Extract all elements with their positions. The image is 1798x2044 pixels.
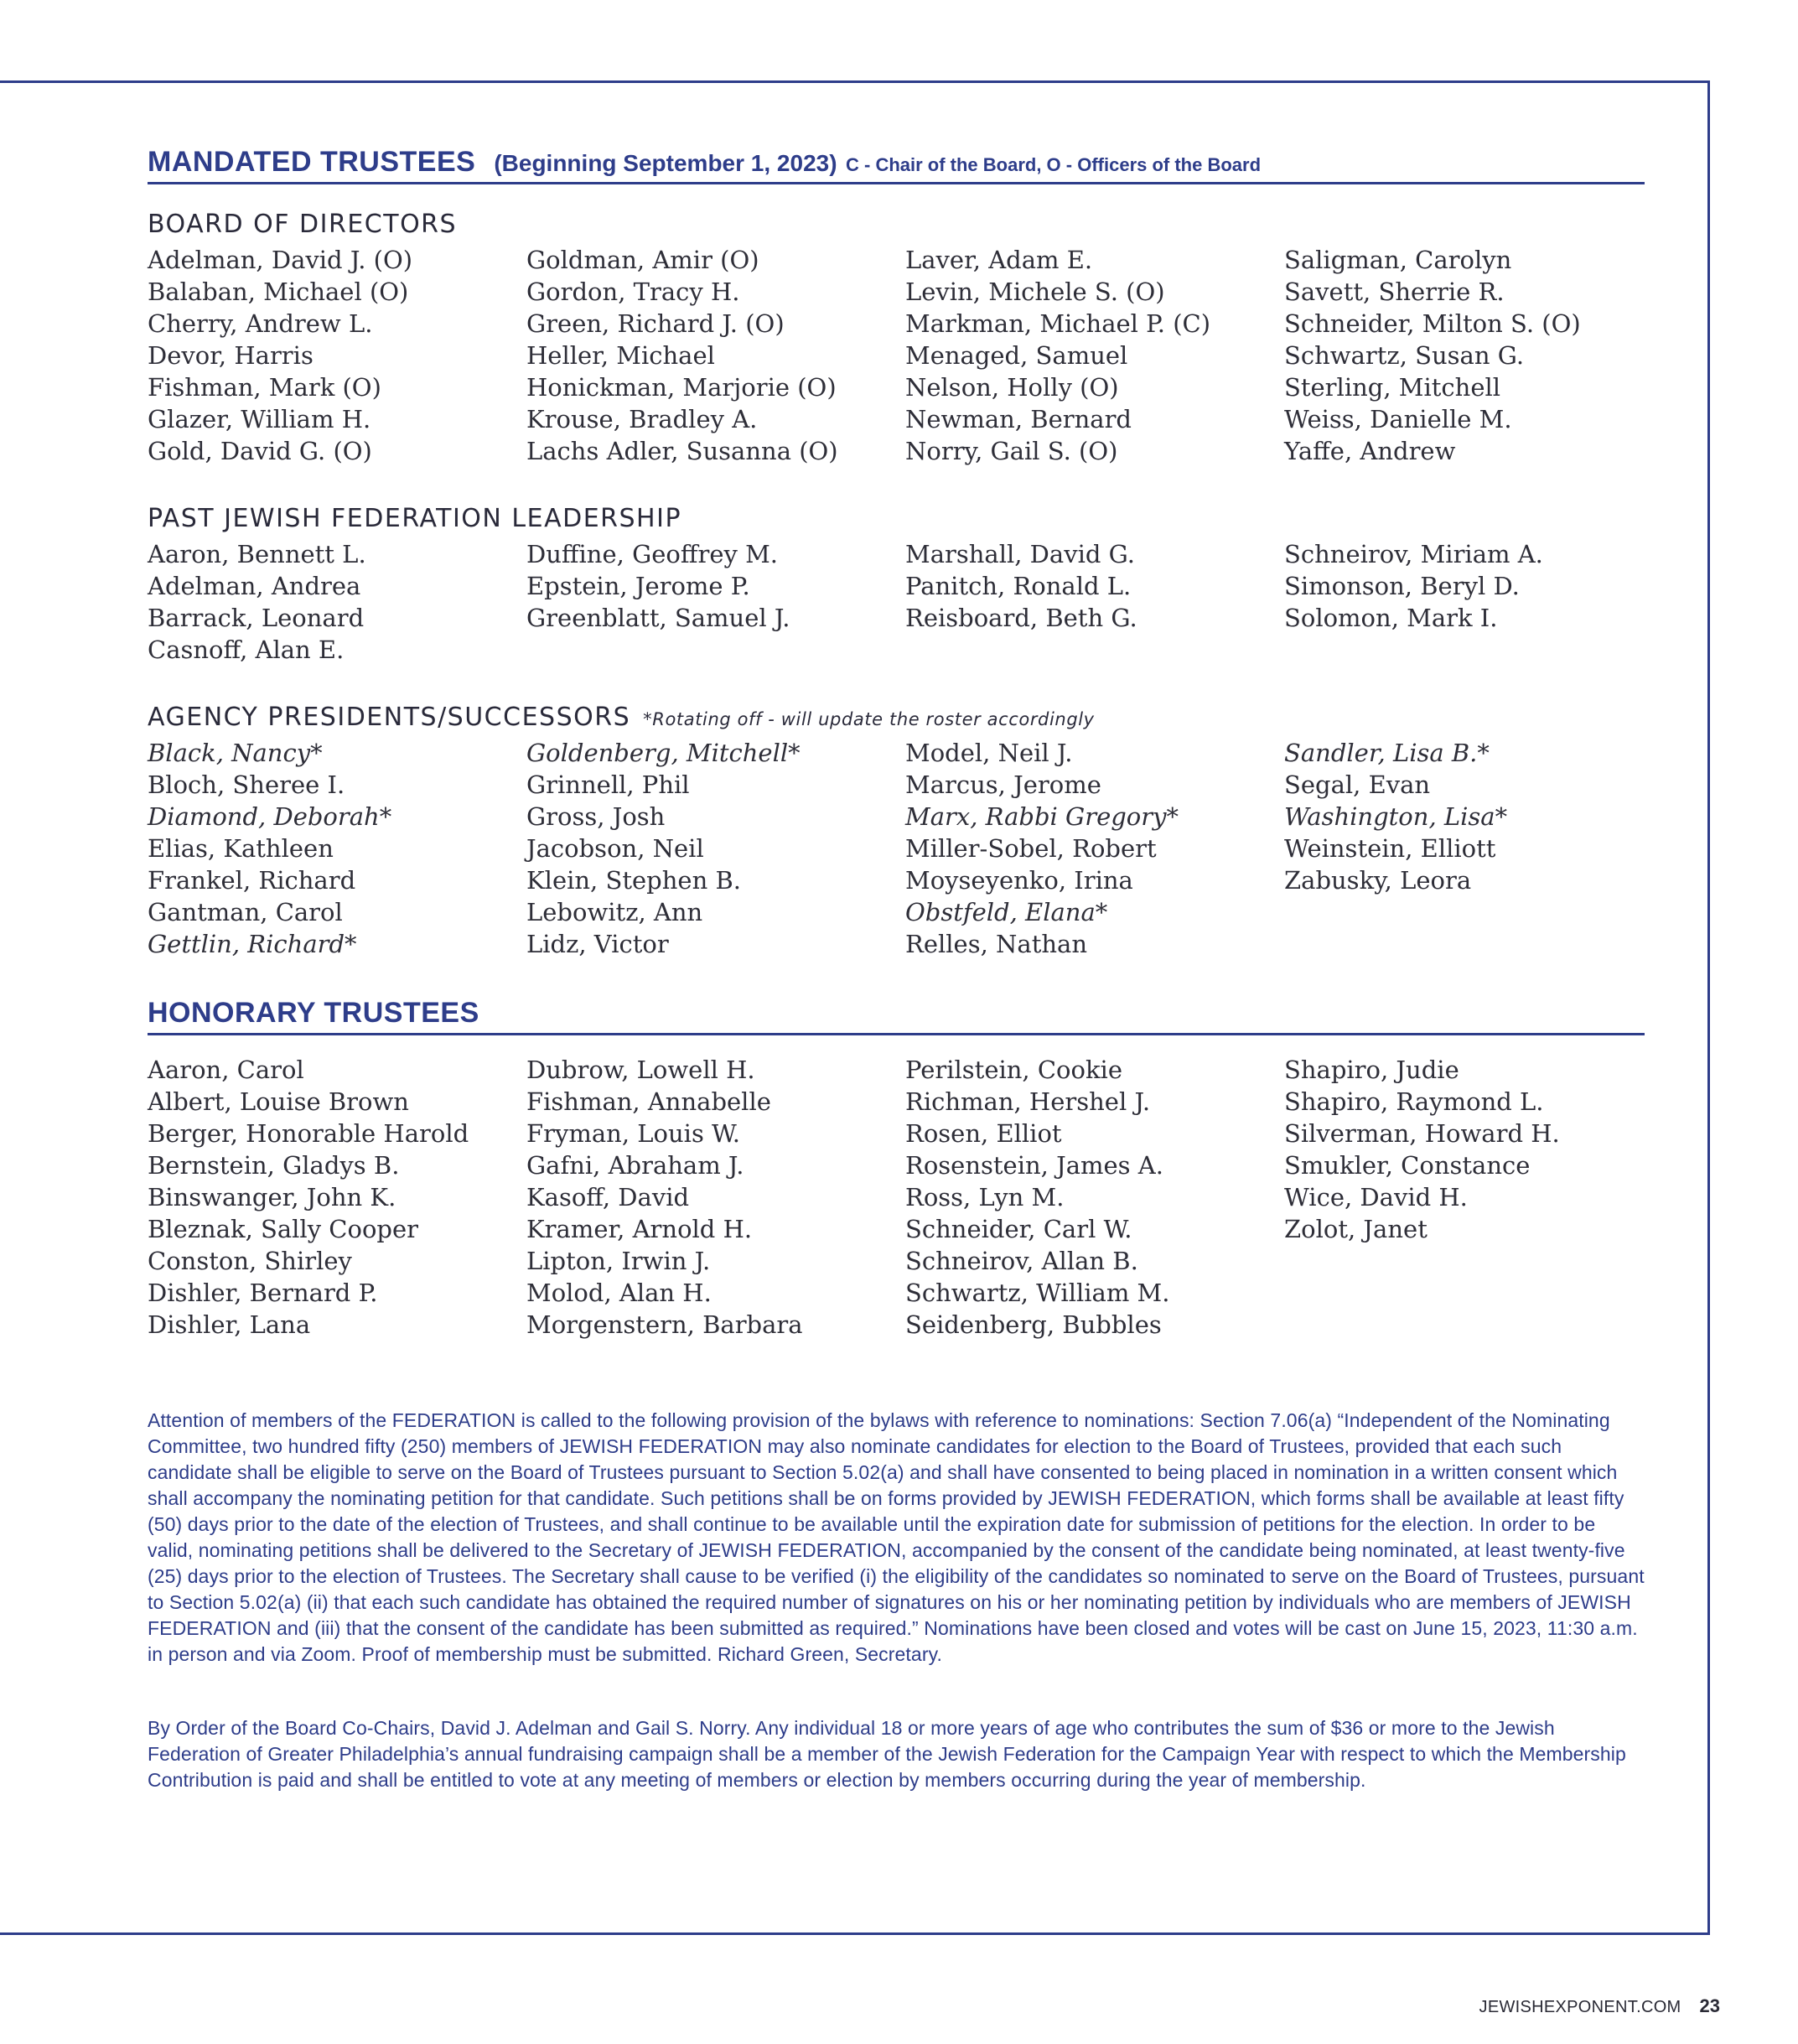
name-column bbox=[148, 538, 526, 666]
name-item: Schneirov, Miriam A. bbox=[1284, 540, 1543, 568]
name-item: Grinnell, Phil bbox=[526, 770, 690, 799]
name-item: Schneirov, Allan B. bbox=[905, 1247, 1138, 1275]
name-item: Lipton, Irwin J. bbox=[526, 1247, 711, 1275]
board-order-paragraph: By Order of the Board Co-Chairs, David J. Adelman and Gail S. Norry. Any individual 18 or more years of age who contributes the sum of $36 or more to the Jewish Federation of Greater Philadelphia’s annual fundraising campaign shall be a member of the Jewish Federation for the Campaign Year with respect to which the Membership Contribution is paid and shall be entitled to vote at any meeting of members or election by members occurring during the year of membership. bbox=[148, 1717, 1626, 1791]
name-item: Aaron, Bennett L. bbox=[148, 540, 366, 568]
name-item: Gafni, Abraham J. bbox=[526, 1151, 744, 1180]
name-column bbox=[1284, 737, 1645, 960]
honorary-trustees-section bbox=[148, 997, 1645, 1341]
name-item: Fishman, Annabelle bbox=[526, 1087, 771, 1116]
name-item: Savett, Sherrie R. bbox=[1284, 278, 1505, 306]
name-item: Conston, Shirley bbox=[148, 1247, 352, 1275]
name-item: Gross, Josh bbox=[526, 802, 666, 831]
name-item: Weinstein, Elliott bbox=[1284, 834, 1496, 863]
name-item: Kasoff, David bbox=[526, 1183, 690, 1211]
name-column bbox=[148, 244, 526, 467]
name-item: Miller-Sobel, Robert bbox=[905, 834, 1157, 863]
mandated-trustees-date: (Beginning September 1, 2023) bbox=[494, 150, 837, 176]
name-item: Krouse, Bradley A. bbox=[526, 405, 758, 433]
name-item: Schwartz, Susan G. bbox=[1284, 341, 1525, 370]
officer-legend: C - Chair of the Board, O - Officers of the Board bbox=[846, 154, 1262, 175]
name-item: Markman, Michael P. (C) bbox=[905, 309, 1211, 338]
name-item: Duffine, Geoffrey M. bbox=[526, 540, 779, 568]
name-item: Elias, Kathleen bbox=[148, 834, 334, 863]
name-item: Sterling, Mitchell bbox=[1284, 373, 1501, 402]
name-column bbox=[905, 538, 1284, 666]
name-column bbox=[526, 538, 905, 666]
name-item: Schneider, Carl W. bbox=[905, 1215, 1132, 1243]
past-leadership-heading: PAST JEWISH FEDERATION LEADERSHIP bbox=[148, 504, 682, 533]
name-item: Greenblatt, Samuel J. bbox=[526, 604, 790, 632]
name-item: Morgenstern, Barbara bbox=[526, 1310, 803, 1339]
name-item: Bleznak, Sally Cooper bbox=[148, 1215, 419, 1243]
name-item: Devor, Harris bbox=[148, 341, 313, 370]
name-item: Fryman, Louis W. bbox=[526, 1119, 740, 1148]
name-item: Norry, Gail S. (O) bbox=[905, 437, 1118, 465]
name-item: Marx, Rabbi Gregory* bbox=[905, 802, 1179, 831]
name-item: Schwartz, William M. bbox=[905, 1279, 1170, 1307]
rotating-off-note: *Rotating off - will update the roster accordingly bbox=[643, 709, 1095, 729]
agency-presidents-section bbox=[148, 703, 1645, 960]
name-item: Heller, Michael bbox=[526, 341, 715, 370]
name-item: Newman, Bernard bbox=[905, 405, 1132, 433]
name-item: Perilstein, Cookie bbox=[905, 1056, 1122, 1084]
name-item: Molod, Alan H. bbox=[526, 1279, 712, 1307]
name-item: Zolot, Janet bbox=[1284, 1215, 1428, 1243]
name-item: Gantman, Carol bbox=[148, 898, 343, 926]
name-item: Richman, Hershel J. bbox=[905, 1087, 1151, 1116]
name-item: Epstein, Jerome P. bbox=[526, 572, 750, 600]
name-item: Lebowitz, Ann bbox=[526, 898, 703, 926]
name-item: Ross, Lyn M. bbox=[905, 1183, 1065, 1211]
bylaws-notice-paragraph: Attention of members of the FEDERATION is called to the following provision of the bylaws with reference to nominations: Section 7.06(a) “Independent of the Nominating Committee, two hundred fifty (250) members of JEWISH FEDERATION may also nominate candidates for election to the Board of Trustees, provided that each such candidate shall be eligible to serve on the Board of Trustees pursuant to Section 5.02(a) and shall have consented to being placed in nomination in a written consent which shall accompany the nominating petition for that candidate. Such petitions shall be on forms provided by JEWISH FEDERATION, which forms shall be available at least fifty (50) days prior to the date of the election of Trustees, and shall continue to be available until the expiration date for submission of petitions for the election. In order to be valid, nominating petitions shall be delivered to the Secretary of JEWISH FEDERATION, accompanied by the consent of the candidate being nominated, at least twenty-five (25) days prior to the election of Trustees. The Secretary shall cause to be verified (i) the eligibility of the candidates so nominated to serve on the Board of Trustees, pursuant to Section 5.02(a) (ii) that each such candidate has obtained the required number of signatures on his or her nominating petition by individuals who are members of JEWISH FEDERATION and (iii) that the consent of the candidate has been submitted as required.” Nominations have been closed and votes will be cast on June 15, 2023, 11:30 a.m. in person and via Zoom. Proof of membership must be submitted. Richard Green, Secretary. bbox=[148, 1409, 1645, 1665]
name-item: Shapiro, Judie bbox=[1284, 1056, 1459, 1084]
name-item: Model, Neil J. bbox=[905, 739, 1073, 767]
name-item: Lachs Adler, Susanna (O) bbox=[526, 437, 838, 465]
honorary-trustees-heading: HONORARY TRUSTEES bbox=[148, 997, 1645, 1035]
name-item: Washington, Lisa* bbox=[1284, 802, 1508, 831]
name-item: Casnoff, Alan E. bbox=[148, 636, 345, 664]
name-item: Dishler, Bernard P. bbox=[148, 1279, 378, 1307]
name-item: Goldenberg, Mitchell* bbox=[526, 739, 801, 767]
name-item: Bernstein, Gladys B. bbox=[148, 1151, 400, 1180]
name-column bbox=[526, 244, 905, 467]
name-column bbox=[148, 1054, 526, 1341]
name-item: Green, Richard J. (O) bbox=[526, 309, 785, 338]
name-item: Adelman, David J. (O) bbox=[148, 246, 413, 274]
past-leadership-section bbox=[148, 504, 1645, 666]
name-item: Relles, Nathan bbox=[905, 930, 1087, 958]
board-of-directors-section bbox=[148, 210, 1645, 467]
name-item: Adelman, Andrea bbox=[148, 572, 361, 600]
board-of-directors-list bbox=[148, 244, 1645, 467]
name-item: Frankel, Richard bbox=[148, 866, 356, 895]
name-item: Gold, David G. (O) bbox=[148, 437, 372, 465]
agency-presidents-list bbox=[148, 737, 1645, 960]
name-item: Berger, Honorable Harold bbox=[148, 1119, 469, 1148]
name-item: Rosenstein, James A. bbox=[905, 1151, 1163, 1180]
name-item: Levin, Michele S. (O) bbox=[905, 278, 1165, 306]
name-item: Black, Nancy* bbox=[148, 739, 323, 767]
name-column bbox=[1284, 244, 1645, 467]
name-item: Lidz, Victor bbox=[526, 930, 669, 958]
name-item: Dubrow, Lowell H. bbox=[526, 1056, 755, 1084]
name-item: Diamond, Deborah* bbox=[148, 802, 392, 831]
name-item: Honickman, Marjorie (O) bbox=[526, 373, 837, 402]
name-item: Jacobson, Neil bbox=[526, 834, 704, 863]
agency-presidents-title: AGENCY PRESIDENTS/SUCCESSORS bbox=[148, 703, 631, 732]
past-leadership-list bbox=[148, 538, 1645, 666]
name-item: Balaban, Michael (O) bbox=[148, 278, 409, 306]
name-column bbox=[1284, 538, 1645, 666]
name-item: Cherry, Andrew L. bbox=[148, 309, 373, 338]
name-item: Sandler, Lisa B.* bbox=[1284, 739, 1490, 767]
name-item: Saligman, Carolyn bbox=[1284, 246, 1512, 274]
name-item: Marshall, David G. bbox=[905, 540, 1136, 568]
name-item: Binswanger, John K. bbox=[148, 1183, 396, 1211]
name-item: Rosen, Elliot bbox=[905, 1119, 1062, 1148]
name-item: Weiss, Danielle M. bbox=[1284, 405, 1512, 433]
page-footer bbox=[1479, 1995, 1720, 2017]
name-item: Klein, Stephen B. bbox=[526, 866, 742, 895]
name-item: Marcus, Jerome bbox=[905, 770, 1101, 799]
name-item: Reisboard, Beth G. bbox=[905, 604, 1137, 632]
mandated-trustees-title: MANDATED TRUSTEES bbox=[148, 146, 476, 178]
name-item: Albert, Louise Brown bbox=[148, 1087, 409, 1116]
mandated-trustees-header bbox=[148, 146, 1645, 184]
name-item: Dishler, Lana bbox=[148, 1310, 311, 1339]
name-item: Schneider, Milton S. (O) bbox=[1284, 309, 1581, 338]
name-column bbox=[905, 244, 1284, 467]
name-item: Gettlin, Richard* bbox=[148, 930, 357, 958]
name-column bbox=[526, 737, 905, 960]
name-item: Goldman, Amir (O) bbox=[526, 246, 759, 274]
page-number: 23 bbox=[1699, 1995, 1720, 2016]
honorary-trustees-list bbox=[148, 1054, 1645, 1341]
name-item: Yaffe, Andrew bbox=[1284, 437, 1456, 465]
name-item: Fishman, Mark (O) bbox=[148, 373, 381, 402]
name-column bbox=[526, 1054, 905, 1341]
name-item: Glazer, William H. bbox=[148, 405, 371, 433]
name-item: Gordon, Tracy H. bbox=[526, 278, 740, 306]
name-item: Silverman, Howard H. bbox=[1284, 1119, 1560, 1148]
name-item: Menaged, Samuel bbox=[905, 341, 1128, 370]
board-of-directors-heading: BOARD OF DIRECTORS bbox=[148, 210, 458, 239]
name-item: Panitch, Ronald L. bbox=[905, 572, 1132, 600]
name-column bbox=[1284, 1054, 1645, 1341]
name-item: Solomon, Mark I. bbox=[1284, 604, 1498, 632]
name-column bbox=[905, 1054, 1284, 1341]
name-item: Simonson, Beryl D. bbox=[1284, 572, 1520, 600]
name-item: Nelson, Holly (O) bbox=[905, 373, 1119, 402]
name-item: Kramer, Arnold H. bbox=[526, 1215, 753, 1243]
name-item: Segal, Evan bbox=[1284, 770, 1431, 799]
name-item: Moyseyenko, Irina bbox=[905, 866, 1133, 895]
name-item: Wice, David H. bbox=[1284, 1183, 1468, 1211]
name-column bbox=[148, 737, 526, 960]
name-item: Obstfeld, Elana* bbox=[905, 898, 1108, 926]
name-item: Laver, Adam E. bbox=[905, 246, 1093, 274]
name-item: Bloch, Sheree I. bbox=[148, 770, 345, 799]
name-item: Zabusky, Leora bbox=[1284, 866, 1472, 895]
agency-presidents-heading bbox=[148, 703, 1645, 732]
trustees-notice bbox=[148, 146, 1645, 1793]
name-item: Barrack, Leonard bbox=[148, 604, 365, 632]
name-column bbox=[905, 737, 1284, 960]
name-item: Smukler, Constance bbox=[1284, 1151, 1531, 1180]
name-item: Aaron, Carol bbox=[148, 1056, 304, 1084]
name-item: Shapiro, Raymond L. bbox=[1284, 1087, 1544, 1116]
website-label: JEWISHEXPONENT.COM bbox=[1479, 1998, 1681, 2016]
name-item: Seidenberg, Bubbles bbox=[905, 1310, 1162, 1339]
